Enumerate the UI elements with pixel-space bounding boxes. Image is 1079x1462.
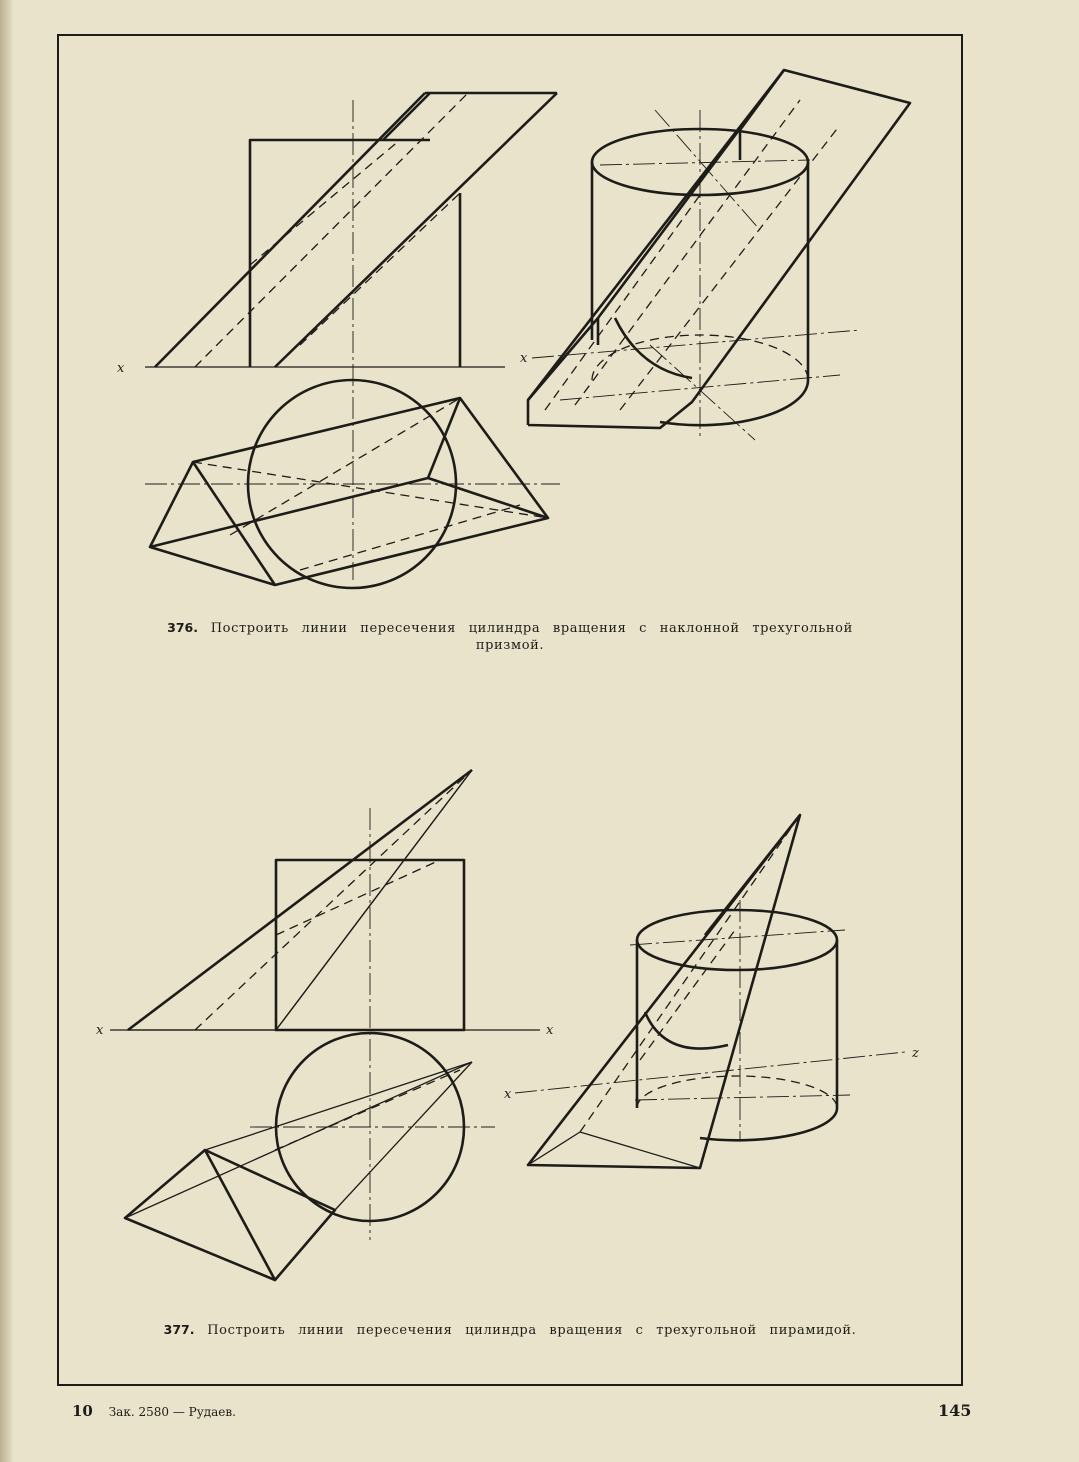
figure-377-cylinder-bottom-arc <box>700 1108 837 1140</box>
figure-376-hidden-edge <box>300 505 520 570</box>
figure-377-hidden-edge <box>195 770 472 1030</box>
figure-377-isometric-view <box>504 815 919 1168</box>
figure-376-prism-outline <box>528 70 910 428</box>
figure-376-prism-edge <box>383 93 430 140</box>
figure-377-pyramid-edge <box>705 815 800 935</box>
figure-376-prism-outline <box>150 398 548 585</box>
figure-376-prism-edge <box>740 70 784 130</box>
figure-377-cylinder-top-ellipse <box>637 910 837 970</box>
figure-377-front-view <box>96 770 554 1240</box>
figure-377-hidden-edge <box>275 1070 460 1150</box>
figure-376-hidden-edge <box>193 462 548 518</box>
figure-377-caption-text: Построить линии пересечения цилиндра вращения с трехугольной пирамидой. <box>207 1323 857 1338</box>
figure-377-intersection-curve <box>645 1012 728 1049</box>
figure-377-pyramid-edge <box>128 770 472 1030</box>
figure-376-x-label-left: x <box>117 361 125 376</box>
figure-377-x-label-left: x <box>96 1023 104 1038</box>
figure-376-cylinder-bottom-arc <box>660 380 808 425</box>
figure-377-z-label-right: z <box>912 1046 919 1061</box>
figure-376-prism-edge <box>193 462 275 585</box>
figure-376-hidden-edge <box>545 195 700 410</box>
figure-377-caption <box>100 1321 920 1339</box>
figure-376-top-view <box>145 380 560 588</box>
footer-print-info <box>72 1402 236 1420</box>
sheet-number: 10 <box>72 1402 93 1420</box>
figure-377-pyramid-base-edge <box>580 1132 700 1168</box>
figure-376-prism-edge <box>275 93 557 367</box>
figure-376-isometric-view <box>520 70 910 440</box>
figure-376-iso-top-axis <box>600 160 810 165</box>
figure-377-cylinder-hidden-base <box>637 1076 837 1108</box>
figure-376-front-view <box>117 93 557 580</box>
figure-377-pyramid-base-edge <box>528 1132 580 1165</box>
figure-377-x-label-mid: x <box>546 1023 554 1038</box>
figure-376-prism-edge <box>155 93 425 367</box>
figure-377-pyramid-edge <box>276 770 472 1030</box>
figure-377-top-view <box>125 1033 495 1280</box>
figure-377-pyramid-edge <box>125 1062 472 1218</box>
figure-376-prism-edge <box>150 478 428 547</box>
figure-376-hidden-edge <box>300 193 460 345</box>
figure-376-number: 376. <box>167 620 198 635</box>
figure-376-iso-x-axis <box>532 330 860 358</box>
figure-376-hidden-edge <box>195 93 468 367</box>
figure-376-caption-line1: Построить линии пересечения цилиндра вращения с наклонной трехугольной <box>210 621 853 636</box>
page-number: 145 <box>938 1401 972 1420</box>
figure-376-cylinder-outline <box>250 140 430 367</box>
figure-377-hidden-edge <box>640 930 735 1060</box>
figure-376-x-label-right: x <box>520 351 528 366</box>
figure-376-hidden-edge <box>230 398 460 535</box>
figure-377-pyramid-edge <box>205 1150 275 1280</box>
figure-377-iso-bottom-axis <box>635 1095 850 1100</box>
figure-377-iso-top-axis <box>630 930 845 945</box>
figure-377-number: 377. <box>163 1322 195 1337</box>
figure-377-x-label-right: x <box>504 1087 512 1102</box>
figure-376-caption <box>100 619 920 654</box>
figure-377-hidden-edge <box>580 815 800 1132</box>
order-text: Зак. 2580 — Рудаев. <box>108 1405 236 1419</box>
figure-377-iso-axis <box>515 1052 905 1093</box>
figure-376-caption-line2: призмой. <box>475 638 545 653</box>
figure-377-pyramid-base <box>125 1150 335 1280</box>
figure-377-hidden-edge <box>276 860 440 935</box>
